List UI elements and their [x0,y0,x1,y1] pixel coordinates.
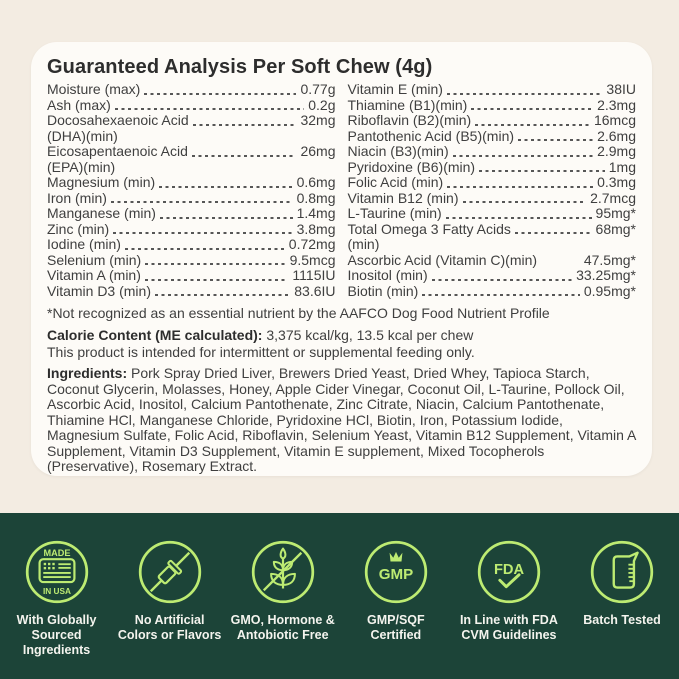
made-in-usa-flag-icon [24,539,90,605]
certification-band [0,513,679,679]
certification-badge [226,539,339,658]
nutrient-value: 2.6mg [597,127,636,144]
ingredients [47,366,636,475]
analysis-row [47,284,336,300]
svg-text:GMP: GMP [378,565,414,583]
no-gmo-plant-icon [250,539,316,605]
leader-dots [144,93,296,95]
nutrient-value: 47.5mg* [583,251,636,268]
badge-label: In Line with FDA CVM Guidelines [459,613,558,642]
nutrient-value: 0.6mg [296,174,336,190]
analysis-row [47,175,336,191]
analysis-row [348,206,637,222]
analysis-row [47,98,336,114]
nutrient-name: Ash (max) [47,96,111,113]
nutrient-name-line2: (DHA)(min) [47,127,118,144]
analysis-row [348,175,637,191]
calorie-value: 3,375 kcal/kg, 13.5 kcal per chew [266,327,474,343]
nutrient-value: 1115IU [292,267,336,283]
nutrient-value: 2.7mcg [590,189,636,206]
nutrient-name: Niacin (B3)(min) [347,143,449,159]
panel-title: Guaranteed Analysis Per Soft Chew (4g) [47,56,433,78]
calorie-content [47,327,636,361]
nutrient-name: Folic Acid (min) [347,174,444,190]
nutrient-value: 9.5mcg [289,251,336,268]
nutrient-value: 3.8mg [296,220,336,237]
svg-text:FDA: FDA [493,561,524,578]
leader-dots [193,124,297,126]
leader-dots [145,279,289,281]
nutrient-name: Eicosapentaenoic Acid [47,143,188,159]
calorie-label: Calorie Content (ME calculated): [47,327,263,343]
nutrient-value: 0.3mg [597,174,636,190]
nutrient-name: Inositol (min) [347,267,428,283]
leader-dots [447,186,593,188]
analysis-row [47,268,336,284]
analysis-row [348,144,637,160]
svg-text:IN USA: IN USA [42,587,71,596]
leader-dots [113,232,292,234]
nutrient-name: Biotin (min) [347,282,419,299]
leader-dots [111,201,293,203]
leader-dots [471,108,593,110]
analysis-left-column [47,82,336,299]
nutrient-value: 0.95mg* [583,282,636,299]
badge-label: GMP/SQF Certified [367,613,425,642]
nutrient-value: 32mg [300,112,336,128]
leader-dots [479,170,605,172]
guaranteed-analysis-card [31,42,652,476]
leader-dots [463,201,587,203]
no-artificial-syringe-icon [137,539,203,605]
badge-list [0,513,679,658]
nutrient-name: Ascorbic Acid (Vitamin C)(min) [347,251,538,268]
analysis-row [348,98,637,114]
leader-dots [453,155,593,157]
nutrient-value: 95mg* [595,205,636,221]
nutrient-name: Pyridoxine (B6)(min) [347,158,476,175]
leader-dots [192,155,297,157]
nutrient-name: Manganese (min) [47,205,156,221]
aafco-footnote: *Not recognized as an essential nutrient by the AAFCO Dog Food Nutrient Profile [47,305,550,321]
leader-dots [515,232,592,234]
analysis-row [47,144,336,175]
nutrient-value: 16mcg [593,112,636,128]
nutrient-value: 0.72mg [288,236,336,252]
analysis-row [348,129,637,145]
leader-dots [432,279,572,281]
nutrient-name: Zinc (min) [47,220,110,237]
nutrient-name-line2: (min) [347,236,380,252]
nutrient-value: 83.6IU [294,282,336,299]
nutrient-name: Magnesium (min) [47,174,156,190]
analysis-row [348,253,637,269]
analysis-columns [47,82,636,299]
analysis-row [348,82,637,98]
analysis-right-column [348,82,637,299]
nutrient-name: Total Omega 3 Fatty Acids [347,220,511,237]
nutrient-value: 0.2g [308,96,336,113]
certification-badge [0,539,113,658]
nutrient-name-line2: (EPA)(min) [47,158,116,175]
nutrient-name: Thiamine (B1)(min) [347,96,468,113]
nutrient-name: Vitamin E (min) [347,81,443,97]
ingredients-text: Pork Spray Dried Liver, Brewers Dried Yeast, Dried Whey, Tapioca Starch, Coconut Glycerin, Molasses, Honey, Apple Cider Vinegar, Coconut Oil, L-Taurine, Pollock Oil, Ascorbic Acid, Inositol, Calcium Pantothenate, Zinc Citrate, Niacin, Calcium Pantothenate, Thiamine HCl, Manganese Chloride, Pyridoxine HCl, Biotin, Iron, Potassium Iodide, Magnesium Sulfate, Folic Acid, Riboflavin, Selenium Yeast, Vitamin B12 Supplement, Vitamin A Supplement, Vitamin D3 Supplement, Vitamin E supplement, Mixed Tocopherols (Preservative), Rosemary Extract. [47,365,636,474]
svg-text:MADE: MADE [43,547,71,558]
nutrient-name: Vitamin A (min) [47,267,141,283]
nutrient-name: Moisture (max) [47,81,141,97]
nutrient-name: Riboflavin (B2)(min) [347,112,472,128]
badge-label: With Globally Sourced Ingredients [16,613,97,657]
analysis-row [47,253,336,269]
badge-label: GMO, Hormone & Antobiotic Free [230,613,335,642]
nutrient-name: Iodine (min) [47,236,121,252]
nutrient-value: 1mg [608,158,636,175]
analysis-row [47,191,336,207]
analysis-row [348,268,637,284]
analysis-row [348,160,637,176]
nutrient-value: 33.25mg* [576,267,636,283]
nutrient-name: L-Taurine (min) [347,205,442,221]
certification-badge [452,539,565,658]
leader-dots [422,294,580,296]
batch-tested-beaker-icon [589,539,655,605]
nutrient-name: Vitamin D3 (min) [47,282,151,299]
leader-dots [115,108,304,110]
certification-badge [565,539,678,658]
ingredients-label: Ingredients: [47,365,128,381]
certification-badge [113,539,226,658]
nutrient-value: 2.3mg [597,96,636,113]
leader-dots [518,139,593,141]
nutrient-name: Docosahexaenoic Acid [47,112,189,128]
analysis-row [348,222,637,253]
leader-dots [125,248,285,250]
nutrient-value: 38IU [606,81,636,97]
leader-dots [446,217,592,219]
nutrient-value: 1.4mg [296,205,336,221]
nutrient-value: 26mg [300,143,336,159]
nutrient-name: Vitamin B12 (min) [347,189,459,206]
leader-dots [159,186,292,188]
gmp-crown-icon [363,539,429,605]
leader-dots [155,294,290,296]
badge-label: Batch Tested [583,613,661,627]
leader-dots [475,124,590,126]
badge-label: No Artificial Colors or Flavors [117,613,222,642]
nutrient-name: Pantothenic Acid (B5)(min) [347,127,515,144]
nutrient-name: Iron (min) [47,189,107,206]
analysis-row [348,191,637,207]
analysis-row [47,222,336,238]
analysis-row [47,113,336,144]
nutrient-value: 68mg* [595,220,636,237]
leader-dots [447,93,602,95]
analysis-row [47,237,336,253]
nutrient-value: 0.77g [300,81,336,97]
leader-dots [145,263,285,265]
leader-dots [160,217,293,219]
nutrient-value: 0.8mg [296,189,336,206]
fda-check-icon [476,539,542,605]
analysis-row [47,82,336,98]
nutrient-value: 2.9mg [597,143,636,159]
analysis-row [348,284,637,300]
analysis-row [47,206,336,222]
certification-badge [339,539,452,658]
nutrient-name: Selenium (min) [47,251,142,268]
feeding-note: This product is intended for intermittent or supplemental feeding only. [47,344,475,360]
analysis-row [348,113,637,129]
